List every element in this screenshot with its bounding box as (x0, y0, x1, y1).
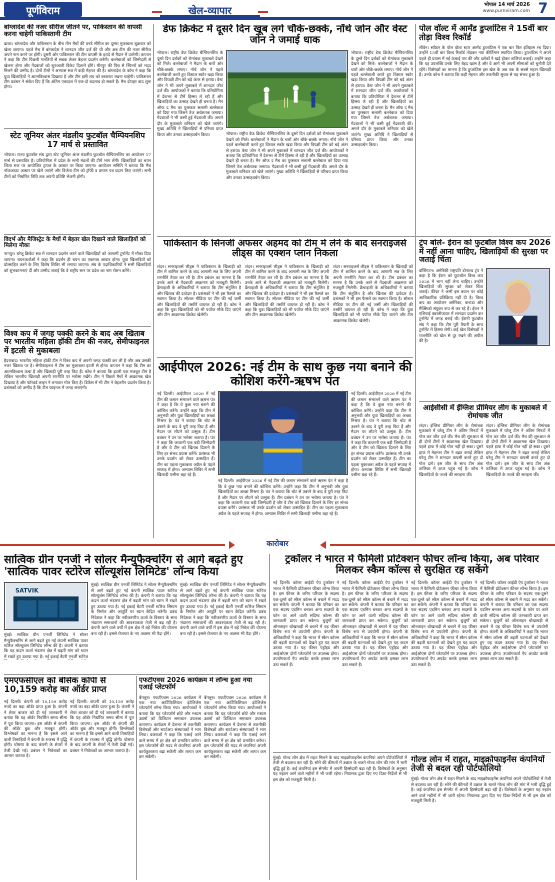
article-body-cont: नई दिल्ली। आईपीएल 2026 में नई टीम की कमान संभालने वाले ऋषभ पंत ने कहा है कि वे कुछ नया बनाने की कोशिश करेंगे। उन्होंने कहा कि टीम में अनुभवी और युवा खिलाड़ियों का अच्छा मिश्रण है। पंत ने बताया कि चोट से उबरने के बाद वे पूरी तरह फिट हैं और मैदान पर लौटने को उत्सुक हैं। टीम प्रबंधन ने उन पर भरोसा जताया है। पंत ने कहा कि कप्तानी एक बड़ी जिम्मेदारी है और वे टीम को खिताब दिलाने के लिए हर संभव प्रयास करेंगे। प्रशंसक भी उनके प्रदर्शन को लेकर उत्साहित हैं। टीम का पहला मुकाबला अप्रैल के पहले सप्ताह में होगा। अभ्यास शिविर में सभी खिलाड़ी पसीना बहा रहे हैं। (351, 391, 411, 478)
article-body-cont: भोपाल। राष्ट्रीय डेफ क्रिकेट चैम्पियनशिप के दूसरे दिन दर्शकों को रोमांचक मुकाबले देखने को मिले। बल्लेबाजों ने मैदान के चारों ओर चौके-छक्के लगाए। नॉर्थ जोन ने पहले बल्लेबाजी करते हुए विशाल स्कोर खड़ा किया और विपक्षी टीम को बड़े अंतर से हराया। वेस्ट जोन ने भी अपने मुकाबले में शानदार जीत दर्ज की। आयोजकों ने बताया कि प्रतियोगिता में देशभर से टीमें हिस्सा ले रही हैं और खिलाड़ियों का उत्साह देखते ही बनता है। मैन ऑफ द मैच का पुरस्कार सलामी बल्लेबाज को दिया गया जिसने तेज अर्धशतक जमाया। गेंदबाजों ने भी कसी हुई गेंदबाजी की। अगले दौर के मुकाबले शनिवार को खेले जाएंगे। मुख्य अतिथि ने खिलाड़ियों से परिचय प्राप्त किया और उनका उत्साहवर्धन किया। (351, 50, 413, 148)
divider (4, 326, 151, 327)
section-label-text: कारोबार (266, 539, 289, 548)
article-body: मुंबई। गोल्ड लोन क्षेत्र में राहत मिलने के बाद माइक्रोफाइनेंस कंपनियां अपने पोर्टफोलियो में तेजी से बदलाव कर रही हैं। सोने की कीमतों में उछाल के चलते गोल्ड लोन की मांग में भारी वृद्धि हुई है। कई कंपनियां इस सेगमेंट में अपनी हिस्सेदारी बढ़ा रही हैं। विशेषज्ञों के अनुसार यह रुझान आने वाले महीनों में भी जारी रहेगा। नियामक द्वारा दिए गए दिशा-निर्देशों से भी इस क्षेत्र को मजबूती मिली है। (273, 755, 407, 782)
left-column (4, 24, 151, 539)
article-sunrisers (157, 239, 413, 355)
article-body: नई दिल्ली। आईपीएल 2026 में नई टीम की कमान संभालने वाले ऋषभ पंत ने कहा है कि वे कुछ नया बनाने की कोशिश करेंगे। उन्होंने कहा कि टीम में अनुभवी और युवा खिलाड़ियों का अच्छा मिश्रण है। पंत ने बताया कि चोट से उबरने के बाद वे पूरी तरह फिट हैं और मैदान पर लौटने को उत्सुक हैं। टीम प्रबंधन ने उन पर भरोसा जताया है। पंत ने कहा कि कप्तानी एक बड़ी जिम्मेदारी है और वे टीम को खिताब दिलाने के लिए हर संभव प्रयास करेंगे। प्रशंसक भी उनके प्रदर्शन को लेकर उत्साहित हैं। टीम का पहला मुकाबला अप्रैल के पहले सप्ताह में होगा। अभ्यास शिविर में सभी खिलाड़ी पसीना बहा रहे हैं। (157, 391, 215, 478)
article-truecaller (273, 554, 551, 750)
article-headline[interactable]: विश्व कप में जगह पक्की करने के बाद अब खिताब पर भारतीय महिला हॉकी टीम की नजर, सेमीफाइनल में इटली से मुकाबला (4, 329, 150, 355)
article-body: वॉशिंगटन। अमेरिकी राष्ट्रपति डोनाल्ड ट्रंप ने कहा है कि ईरान को फुटबॉल विश्व कप 2026 में भाग नहीं लेना चाहिए। उन्होंने खिलाड़ियों की सुरक्षा को लेकर चिंता जताई। फीफा ने अभी इस बयान पर कोई आधिकारिक प्रतिक्रिया नहीं दी है। विश्व कप का आयोजन अमेरिका, कनाडा और मैक्सिको संयुक्त रूप से कर रहे हैं। ईरान ने एशियाई क्वालीफायर में शानदार प्रदर्शन कर टूर्नामेंट में जगह बनाई थी। ईरानी फुटबॉल संघ ने कहा कि टीम पूरी तैयारी के साथ टूर्नामेंट में हिस्सा लेगी। कई खेल विशेषज्ञों ने राजनीति को खेल से दूर रखने की अपील की है। (419, 267, 483, 343)
article-body-cont: मुंबई। गोल्ड लोन क्षेत्र में राहत मिलने के बाद माइक्रोफाइनेंस कंपनियां अपने पोर्टफोलियो में तेजी से बदलाव कर रही हैं। सोने की कीमतों में उछाल के चलते गोल्ड लोन की मांग में भारी वृद्धि हुई है। कई कंपनियां इस सेगमेंट में अपनी हिस्सेदारी बढ़ा रही हैं। विशेषज्ञों के अनुसार यह रुझान आने वाले महीनों में भी जारी रहेगा। नियामक द्वारा दिए गए दिशा-निर्देशों से भी इस क्षेत्र को मजबूती मिली है। (411, 776, 551, 804)
article-headline[interactable]: आईपीएल 2026: नई टीम के साथ कुछ नया बनाने की कोशिश करेंगे-ऋषभ पंत (158, 360, 412, 388)
article-headline[interactable]: एफटीएवस 2026 कार्यक्रम में लॉन्च हुआ नया एआई प्लेटफॉर्म (139, 677, 253, 692)
column-rule (269, 554, 270, 880)
chevron-right-icon (229, 541, 235, 549)
article-headline[interactable]: स्टेट जूनियर अंतर मंडलीय फुटबॉल चैम्पियनशिप 17 मार्च से प्रस्तावित (10, 131, 145, 149)
article-headline[interactable]: एमएफसीएल को बेसिक कॉपी से 10,159 करोड़ का ऑर्डर प्राप्त (4, 677, 107, 696)
trump-photo (486, 268, 550, 346)
dateline: भोपाल 14 मार्च 2026 (484, 2, 530, 8)
article-body-cont: भोपाल। राष्ट्रीय डेफ क्रिकेट चैम्पियनशिप के दूसरे दिन दर्शकों को रोमांचक मुकाबले देखने को मिले। बल्लेबाजों ने मैदान के चारों ओर चौके-छक्के लगाए। नॉर्थ जोन ने पहले बल्लेबाजी करते हुए विशाल स्कोर खड़ा किया और विपक्षी टीम को बड़े अंतर से हराया। वेस्ट जोन ने भी अपने मुकाबले में शानदार जीत दर्ज की। आयोजकों ने बताया कि प्रतियोगिता में देशभर से टीमें हिस्सा ले रही हैं और खिलाड़ियों का उत्साह देखते ही बनता है। मैन ऑफ द मैच का पुरस्कार सलामी बल्लेबाज को दिया गया जिसने तेज अर्धशतक जमाया। गेंदबाजों ने भी कसी हुई गेंदबाजी की। अगले दौर के मुकाबले शनिवार को खेले जाएंगे। मुख्य अतिथि ने खिलाड़ियों से परिचय प्राप्त किया और उनका उत्साहवर्धन किया। (226, 131, 348, 180)
article-headline[interactable]: पाकिस्तान के सिनर्जी अफसर अहमद को टीम में लेने के बाद सनराइजर्स लीड्स का एक्शन प्लान निकला (163, 239, 407, 260)
article-body: बेंगलुरु। एफटीएवस 2026 कार्यक्रम में एक नया आर्टिफिशियल इंटेलिजेंस प्लेटफॉर्म लॉन्च किया गया। आयोजकों ने बताया कि यह प्लेटफॉर्म छोटे और मध्यम उद्यमों को डिजिटल समाधान उपलब्ध कराएगा। कार्यक्रम में देशभर से तकनीकी विशेषज्ञों और स्टार्टअप संस्थापकों ने भाग लिया। वक्ताओं ने कहा कि एआई आने वाले समय में हर क्षेत्र को प्रभावित करेगा। इस प्लेटफॉर्म की मदद से कंपनियां अपनी कार्यकुशलता बढ़ा सकेंगी और लागत कम कर सकेंगी। (139, 694, 201, 759)
article-headline[interactable]: आईसीसी में ईंग्लिश प्रीमियर लीग के मुकाबले में रोमांचक जीत (423, 404, 547, 420)
website-link[interactable]: www.purnviram.com (482, 9, 530, 14)
article-body-cont: बेंगलुरु। एफटीएवस 2026 कार्यक्रम में एक नया आर्टिफिशियल इंटेलिजेंस प्लेटफॉर्म लॉन्च किया गया। आयोजकों ने बताया कि यह प्लेटफॉर्म छोटे और मध्यम उद्यमों को डिजिटल समाधान उपलब्ध कराएगा। कार्यक्रम में देशभर से तकनीकी विशेषज्ञों और स्टार्टअप संस्थापकों ने भाग लिया। वक्ताओं ने कहा कि एआई आने वाले समय में हर क्षेत्र को प्रभावित करेगा। इस प्लेटफॉर्म की मदद से कंपनियां अपनी कार्यकुशलता बढ़ा सकेंगी और लागत कम कर सकेंगी। (204, 694, 266, 759)
article-headline[interactable]: गोल्ड लोन में राहत, माइक्रोफाइनेंस कंपनियों तेजी से बदल रही पोर्टफोलियो (411, 755, 545, 774)
article-body: हैदराबाद। भारतीय महिला हॉकी टीम ने विश्व कप में अपनी जगह पक्की कर ली है और अब उसकी नजर खिताब पर है। सेमीफाइनल में टीम का मुकाबला इटली से होगा। कप्तान ने कहा कि टीम का आत्मविश्वास ऊंचा है और खिलाड़ी पूरी तरह फिट हैं। कोच ने बताया कि इटली एक मजबूत टीम है लेकिन भारतीय खिलाड़ी अपनी रणनीति पर भरोसा रखेंगे। टीम ने पिछले मैचों में आक्रामक खेल दिखाया है और फॉरवर्ड लाइन ने लगातार गोल किए हैं। डिफेंस में भी टीम ने बेहतरीन प्रदर्शन किया है। प्रशंसकों को उम्मीद है कि टीम फाइनल में जगह बनाएगी। (4, 358, 151, 391)
article-body-cont: लंदन। सनराइजर्स लीड्स ने पाकिस्तान के खिलाड़ी को टीम में शामिल करने के बाद आगामी सत्र के लिए अपनी रणनीति तैयार कर ली है। टीम प्रबंधन का मानना है कि उनके आने से गेंदबाजी आक्रमण को मजबूती मिलेगी। फ्रेंचाइजी के अधिकारियों ने बताया कि टीम संतुलित है और खिताब की दावेदार है। प्रशंसकों ने भी इस फैसले का स्वागत किया है। सोशल मीडिया पर टीम की नई जर्सी और खिलाड़ियों की तस्वीरें वायरल हो रही हैं। कोच ने कहा कि युवा खिलाड़ियों को भी पर्याप्त मौके दिए जाएंगे और टीम आक्रामक क्रिकेट खेलेगी। (333, 263, 413, 323)
article-body: लंदन। सनराइजर्स लीड्स ने पाकिस्तान के खिलाड़ी को टीम में शामिल करने के बाद आगामी सत्र के लिए अपनी रणनीति तैयार कर ली है। टीम प्रबंधन का मानना है कि उनके आने से गेंदबाजी आक्रमण को मजबूती मिलेगी। फ्रेंचाइजी के अधिकारियों ने बताया कि टीम संतुलित है और खिताब की दावेदार है। प्रशंसकों ने भी इस फैसले का स्वागत किया है। सोशल मीडिया पर टीम की नई जर्सी और खिलाड़ियों की तस्वीरें वायरल हो रही हैं। कोच ने कहा कि युवा खिलाड़ियों को भी पर्याप्त मौके दिए जाएंगे और टीम आक्रामक क्रिकेट खेलेगी। (157, 263, 241, 318)
pant-photo (218, 391, 348, 475)
business-section-band (0, 539, 555, 551)
column-rule (136, 676, 137, 880)
article-body-cont: लंदन। सनराइजर्स लीड्स ने पाकिस्तान के खिलाड़ी को टीम में शामिल करने के बाद आगामी सत्र के लिए अपनी रणनीति तैयार कर ली है। टीम प्रबंधन का मानना है कि उनके आने से गेंदबाजी आक्रमण को मजबूती मिलेगी। फ्रेंचाइजी के अधिकारियों ने बताया कि टीम संतुलित है और खिताब की दावेदार है। प्रशंसकों ने भी इस फैसले का स्वागत किया है। सोशल मीडिया पर टीम की नई जर्सी और खिलाड़ियों की तस्वीरें वायरल हो रही हैं। कोच ने कहा कि युवा खिलाड़ियों को भी पर्याप्त मौके दिए जाएंगे और टीम आक्रामक क्रिकेट खेलेगी। (245, 263, 329, 318)
article-body: मुंबई। सात्विक ग्रीन एनर्जी लिमिटेड ने सोलर मैन्युफैक्चरिंग से आगे बढ़ते हुए नई कंपनी सात्विक पावर स्टोरेज सॉल्यूशंस लिमिटेड लॉन्च की है। कंपनी ने बताया कि यह कदम ऊर्जा भंडारण क्षेत्र में बढ़ती मांग को ध्यान में रखते हुए उठाया गया है। नई इकाई बैटरी एनर्जी स्टोरेज (4, 632, 88, 659)
article-body-cont: मुंबई। सात्विक ग्रीन एनर्जी लिमिटेड ने सोलर मैन्युफैक्चरिंग से आगे बढ़ते हुए नई कंपनी सात्विक पावर स्टोरेज सॉल्यूशंस लिमिटेड लॉन्च की है। कंपनी ने बताया कि यह कदम ऊर्जा भंडारण क्षेत्र में बढ़ती मांग को ध्यान में रखते हुए उठाया गया है। नई इकाई बैटरी एनर्जी स्टोरेज सिस्टम के निर्माण और आपूर्ति पर ध्यान केंद्रित करेगी। प्रबंध निदेशक ने कहा कि नवीकरणीय ऊर्जा के विस्तार के साथ भंडारण समाधानों की आवश्यकता तेजी से बढ़ रही है। कंपनी आने वाले वर्षों में इस क्षेत्र में बड़े निवेश की योजना बना रही है। इससे रोजगार के नए अवसर भी पैदा होंगे। (91, 582, 177, 636)
article-body: लीवेन। स्वीडन के पोल वॉल्ट स्टार आर्मंड डुप्लांटिस ने एक बार फिर इतिहास रच दिया। उन्होंने 15वीं बार विश्व रिकॉर्ड तोड़कर नया कीर्तिमान स्थापित किया। डुप्लांटिस ने अपने पहले ही प्रयास में नई ऊंचाई पार की और दर्शकों ने खड़े होकर तालियां बजाईं। उन्होंने कहा कि यह उपलब्धि उनके लिए बेहद खास है और वे आगे भी अपनी सीमाओं को चुनौती देते रहेंगे। विशेषज्ञों का मानना है कि डुप्लांटिस इस खेल के अब तक के सबसे महान खिलाड़ी हैं। उनके कोच ने बताया कि कड़ी मेहनत और तकनीकी सुधार से यह संभव हुआ है। (419, 45, 551, 78)
article-body: नागपुर। घरेलू क्रिकेट सत्र में शानदार प्रदर्शन करने वाले खिलाड़ियों को आगामी टूर्नामेंट में मौका दिया जाएगा। चयनकर्ताओं ने कहा कि प्रदर्शन ही चयन का एकमात्र आधार होगा। युवा खिलाड़ियों को प्रोत्साहित करने के लिए विशेष शिविर भी लगाया जाएगा। संघ के पदाधिकारियों ने सभी खिलाड़ियों को शुभकामनाएं दीं और उम्मीद जताई कि वे राष्ट्रीय स्तर पर प्रदेश का नाम रोशन करेंगे। (4, 251, 151, 273)
article-headline[interactable]: ट्रंप बोले- ईरान को फुटबॉल विश्व कप 2026 में नहीं आना चाहिए, खिलाड़ियों की सुरक्षा पर जताई चिंता (419, 239, 551, 265)
article-body-cont: नई दिल्ली। कॉलर आईडी ऐप ट्रूकॉलर ने भारत में फैमिली प्रोटेक्शन फीचर लॉन्च किया है। इस फीचर के जरिए परिवार के सदस्य एक-दूसरे को स्कैम कॉल्स से बचाने में मदद कर सकेंगे। कंपनी ने बताया कि परिवार का एक सदस्य एडमिन बनकर अन्य सदस्यों के फोन पर आने वाली संदिग्ध कॉल्स की जानकारी प्राप्त कर सकेगा। बुजुर्गों को ऑनलाइन धोखाधड़ी से बचाने में यह फीचर विशेष रूप से उपयोगी होगा। कंपनी के अधिकारियों ने कहा कि भारत में स्कैम कॉल्स की बढ़ती घटनाओं को देखते हुए यह कदम उठाया गया है। यह फीचर एंड्रॉइड और आईओएस दोनों प्लेटफॉर्म पर उपलब्ध होगा। उपयोगकर्ता ऐप अपडेट करके इसका लाभ उठा सकते हैं। (411, 580, 477, 667)
article-mfcl (4, 677, 134, 880)
article-gold-loan (273, 755, 551, 880)
chevron-left-icon (320, 541, 326, 549)
article-body-cont: नई दिल्ली। कॉलर आईडी ऐप ट्रूकॉलर ने भारत में फैमिली प्रोटेक्शन फीचर लॉन्च किया है। इस फीचर के जरिए परिवार के सदस्य एक-दूसरे को स्कैम कॉल्स से बचाने में मदद कर सकेंगे। कंपनी ने बताया कि परिवार का एक सदस्य एडमिन बनकर अन्य सदस्यों के फोन पर आने वाली संदिग्ध कॉल्स की जानकारी प्राप्त कर सकेगा। बुजुर्गों को ऑनलाइन धोखाधड़ी से बचाने में यह फीचर विशेष रूप से उपयोगी होगा। कंपनी के अधिकारियों ने कहा कि भारत में स्कैम कॉल्स की बढ़ती घटनाओं को देखते हुए यह कदम उठाया गया है। यह फीचर एंड्रॉइड और आईओएस दोनों प्लेटफॉर्म पर उपलब्ध होगा। उपयोगकर्ता ऐप अपडेट करके इसका लाभ उठा सकते हैं। (342, 580, 408, 667)
divider (4, 234, 151, 235)
divider (419, 401, 551, 402)
article-body: लंदन। इंग्लिश प्रीमियर लीग के रोमांचक मुकाबले में घरेलू टीम ने अंतिम मिनटों में गोल कर जीत दर्ज की। मैच की शुरुआत से ही दोनों टीमों ने आक्रामक खेल दिखाया। पहले हाफ में कोई गोल नहीं हो सका। दूसरे हाफ में मेहमान टीम ने बढ़त बनाई लेकिन घरेलू टीम ने शानदार वापसी करते हुए दो गोल दागे। इस जीत के साथ टीम अंक तालिका में ऊपर पहुंच गई है। कोच ने खिलाड़ियों के जज्बे की सराहना की। (419, 422, 483, 477)
satvik-photo (4, 582, 88, 630)
article-headline[interactable]: ट्रकॉलर ने भारत में फैमिली प्रोटेक्शन फीचर लॉन्च किया, अब परिवार मिलकर स्कैम कॉल्स से सुरक्षित रह सकेंगे (285, 554, 539, 577)
business-section-label (225, 539, 330, 551)
divider (4, 674, 266, 675)
article-body-cont: नई दिल्ली। कॉलर आईडी ऐप ट्रूकॉलर ने भारत में फैमिली प्रोटेक्शन फीचर लॉन्च किया है। इस फीचर के जरिए परिवार के सदस्य एक-दूसरे को स्कैम कॉल्स से बचाने में मदद कर सकेंगे। कंपनी ने बताया कि परिवार का एक सदस्य एडमिन बनकर अन्य सदस्यों के फोन पर आने वाली संदिग्ध कॉल्स की जानकारी प्राप्त कर सकेगा। बुजुर्गों को ऑनलाइन धोखाधड़ी से बचाने में यह फीचर विशेष रूप से उपयोगी होगा। कंपनी के अधिकारियों ने कहा कि भारत में स्कैम कॉल्स की बढ़ती घटनाओं को देखते हुए यह कदम उठाया गया है। यह फीचर एंड्रॉइड और आईओएस दोनों प्लेटफॉर्म पर उपलब्ध होगा। उपयोगकर्ता ऐप अपडेट करके इसका लाभ उठा सकते हैं। (480, 580, 548, 662)
article-body: भोपाल। राष्ट्रीय डेफ क्रिकेट चैम्पियनशिप के दूसरे दिन दर्शकों को रोमांचक मुकाबले देखने को मिले। बल्लेबाजों ने मैदान के चारों ओर चौके-छक्के लगाए। नॉर्थ जोन ने पहले बल्लेबाजी करते हुए विशाल स्कोर खड़ा किया और विपक्षी टीम को बड़े अंतर से हराया। वेस्ट जोन ने भी अपने मुकाबले में शानदार जीत दर्ज की। आयोजकों ने बताया कि प्रतियोगिता में देशभर से टीमें हिस्सा ले रही हैं और खिलाड़ियों का उत्साह देखते ही बनता है। मैन ऑफ द मैच का पुरस्कार सलामी बल्लेबाज को दिया गया जिसने तेज अर्धशतक जमाया। गेंदबाजों ने भी कसी हुई गेंदबाजी की। अगले दौर के मुकाबले शनिवार को खेले जाएंगे। मुख्य अतिथि ने खिलाड़ियों से परिचय प्राप्त किया और उनका उत्साहवर्धन किया। (157, 50, 223, 137)
column-rule (153, 24, 154, 538)
article-body-cont: लंदन। इंग्लिश प्रीमियर लीग के रोमांचक मुकाबले में घरेलू टीम ने अंतिम मिनटों में गोल कर जीत दर्ज की। मैच की शुरुआत से ही दोनों टीमों ने आक्रामक खेल दिखाया। पहले हाफ में कोई गोल नहीं हो सका। दूसरे हाफ में मेहमान टीम ने बढ़त बनाई लेकिन घरेलू टीम ने शानदार वापसी करते हुए दो गोल दागे। इस जीत के साथ टीम अंक तालिका में ऊपर पहुंच गई है। कोच ने खिलाड़ियों के जज्बे की सराहना की। (486, 422, 550, 477)
article-body-cont: नई दिल्ली। कंपनी को 10,159 करोड़ रुपये का बड़ा ऑर्डर प्राप्त हुआ है। कंपनी ने शेयर बाजार को दी गई जानकारी में बताया कि यह ऑर्डर निर्धारित समय सीमा में पूरा किया जाएगा। इस ऑर्डर से कंपनी की ऑर्डर बुक और मजबूत होगी। विश्लेषकों का मानना है कि इससे आने वाली तिमाहियों में कंपनी के राजस्व में वृद्धि होगी। घोषणा के बाद कंपनी के शेयरों में तेजी देखी गई। प्रबंधन ने निवेशकों का आभार जताया है। (70, 698, 134, 753)
article-headline[interactable]: सात्विक ग्रीन एनर्जी ने सोलर मैन्युफैक्चरिंग से आगे बढ़ते हुए 'सात्विक पावर स्टोरेज सॉल्यूशंस लिमिटेड' लॉन्च किया (4, 554, 243, 579)
ad-brand-text: SATVIK (15, 588, 39, 595)
article-headline[interactable]: बांग्लादेश की नजर सीरीज जीतने पर, पाकिस्तान की वापसी करना चाहेगी पाकिस्तानी टीम (4, 24, 142, 39)
brand-logo (4, 2, 82, 17)
divider (273, 752, 551, 753)
article-trump-iran (419, 239, 551, 399)
article-pole-vault (419, 24, 551, 234)
section-name: खेल-व्यापार (188, 6, 232, 17)
article-body-cont: नई दिल्ली। आईपीएल 2026 में नई टीम की कमान संभालने वाले ऋषभ पंत ने कहा है कि वे कुछ नया बनाने की कोशिश करेंगे। उन्होंने कहा कि टीम में अनुभवी और युवा खिलाड़ियों का अच्छा मिश्रण है। पंत ने बताया कि चोट से उबरने के बाद वे पूरी तरह फिट हैं और मैदान पर लौटने को उत्सुक हैं। टीम प्रबंधन ने उन पर भरोसा जताया है। पंत ने कहा कि कप्तानी एक बड़ी जिम्मेदारी है और वे टीम को खिताब दिलाने के लिए हर संभव प्रयास करेंगे। प्रशंसक भी उनके प्रदर्शन को लेकर उत्साहित हैं। टीम का पहला मुकाबला अप्रैल के पहले सप्ताह में होगा। अभ्यास शिविर में सभी खिलाड़ी पसीना बहा रहे हैं। (218, 478, 348, 516)
article-headline[interactable]: विदर्भ और मैजिस्ट्रेट के मैचों में बेहतर खेल दिखाने वाले खिलाड़ियों को मिलेगा मौका (4, 237, 146, 250)
article-headline[interactable]: पोल वॉल्ट में आर्मंड डुप्लांटिस ने 15वीं बार तोड़ा विश्व रिकॉर्ड (419, 24, 548, 43)
article-ai-platform (139, 677, 266, 880)
divider (157, 236, 551, 237)
divider (4, 128, 151, 129)
article-body-cont: मुंबई। सात्विक ग्रीन एनर्जी लिमिटेड ने सोलर मैन्युफैक्चरिंग से आगे बढ़ते हुए नई कंपनी सात्विक पावर स्टोरेज सॉल्यूशंस लिमिटेड लॉन्च की है। कंपनी ने बताया कि यह कदम ऊर्जा भंडारण क्षेत्र में बढ़ती मांग को ध्यान में रखते हुए उठाया गया है। नई इकाई बैटरी एनर्जी स्टोरेज सिस्टम के निर्माण और आपूर्ति पर ध्यान केंद्रित करेगी। प्रबंध निदेशक ने कहा कि नवीकरणीय ऊर्जा के विस्तार के साथ भंडारण समाधानों की आवश्यकता तेजी से बढ़ रही है। कंपनी आने वाले वर्षों में इस क्षेत्र में बड़े निवेश की योजना बना रही है। इससे रोजगार के नए अवसर भी पैदा होंगे। (180, 582, 266, 636)
decor-dash (258, 11, 268, 13)
article-body: नई दिल्ली। कॉलर आईडी ऐप ट्रूकॉलर ने भारत में फैमिली प्रोटेक्शन फीचर लॉन्च किया है। इस फीचर के जरिए परिवार के सदस्य एक-दूसरे को स्कैम कॉल्स से बचाने में मदद कर सकेंगे। कंपनी ने बताया कि परिवार का एक सदस्य एडमिन बनकर अन्य सदस्यों के फोन पर आने वाली संदिग्ध कॉल्स की जानकारी प्राप्त कर सकेगा। बुजुर्गों को ऑनलाइन धोखाधड़ी से बचाने में यह फीचर विशेष रूप से उपयोगी होगा। कंपनी के अधिकारियों ने कहा कि भारत में स्कैम कॉल्स की बढ़ती घटनाओं को देखते हुए यह कदम उठाया गया है। यह फीचर एंड्रॉइड और आईओएस दोनों प्लेटफॉर्म पर उपलब्ध होगा। उपयोगकर्ता ऐप अपडेट करके इसका लाभ उठा सकते हैं। (273, 580, 339, 667)
brand-name: पूर्णविराम (26, 6, 60, 17)
divider (157, 357, 413, 358)
article-epl (419, 404, 551, 538)
article-headline[interactable]: डेफ क्रिकेट में दूसरे दिन खूब लगे चौके-छक्के, नॉर्थ जोन और वेस्ट जोन ने जमाई धाक (162, 24, 408, 47)
column-rule (415, 24, 416, 538)
section-header (160, 2, 260, 17)
article-satvik (4, 554, 266, 672)
page-number: 7 (538, 1, 548, 17)
article-ipl-pant (157, 360, 413, 538)
cricket-photo (226, 50, 348, 128)
article-body: नई दिल्ली। कंपनी को 10,159 करोड़ रुपये का बड़ा ऑर्डर प्राप्त हुआ है। कंपनी ने शेयर बाजार को दी गई जानकारी में बताया कि यह ऑर्डर निर्धारित समय सीमा में पूरा किया जाएगा। इस ऑर्डर से कंपनी की ऑर्डर बुक और मजबूत होगी। विश्लेषकों का मानना है कि इससे आने वाली तिमाहियों में कंपनी के राजस्व में वृद्धि होगी। घोषणा के बाद कंपनी के शेयरों में तेजी देखी गई। प्रबंधन ने निवेशकों का आभार जताया है। (4, 698, 67, 758)
article-body: ढाका। बांग्लादेश और पाकिस्तान के बीच तीन मैचों की वनडे सीरीज का दूसरा मुकाबला शुक्रवार को खेला जाएगा। पहले मैच में बांग्लादेश ने शानदार जीत दर्ज की थी और अब टीम की नजर सीरीज अपने नाम करने पर होगी। दूसरी ओर पाकिस्तान की टीम वापसी के इरादे से मैदान में उतरेगी। कप्तान ने कहा कि टीम पिछली गलतियों से सबक लेकर बेहतर प्रदर्शन करेगी। बल्लेबाजों को जिम्मेदारी से खेलना होगा और गेंदबाजों को शुरुआती विकेट दिलाने होंगे। मीरपुर की पिच से स्पिनरों को मदद मिलने की उम्मीद है। दोनों टीमों ने अभ्यास सत्र में कड़ी मेहनत की है। बांग्लादेश के कोच ने कहा कि युवा खिलाड़ियों ने आत्मविश्वास दिखाया है और टीम इसी लय को बरकरार रखना चाहेगी। पाकिस्तान टीम प्रबंधन ने संकेत दिए हैं कि अंतिम एकादश में एक-दो बदलाव हो सकते हैं। मैच दोपहर बाद शुरू होगा। (4, 41, 151, 90)
masthead (0, 0, 555, 20)
article-deaf-cricket (157, 24, 413, 234)
article-body: भोपाल। राज्य फुटबॉल संघ द्वारा स्टेट जूनियर अंतर मंडलीय फुटबॉल चैम्पियनशिप का आयोजन 17 मार्च से प्रस्तावित है। प्रतियोगिता में प्रदेश के सभी मंडलों की टीमें भाग लेंगी। खिलाड़ियों का चयन जिला स्तर पर आयोजित ट्रायल के आधार पर किया जाएगा। आयोजन समिति ने बताया कि मैच नॉकआउट आधार पर खेले जाएंगे और विजेता टीम को ट्रॉफी व प्रमाण पत्र प्रदान किए जाएंगे। सभी टीमों को निर्धारित तिथि तक अपनी प्रविष्टि भेजनी होगी। (4, 152, 151, 179)
